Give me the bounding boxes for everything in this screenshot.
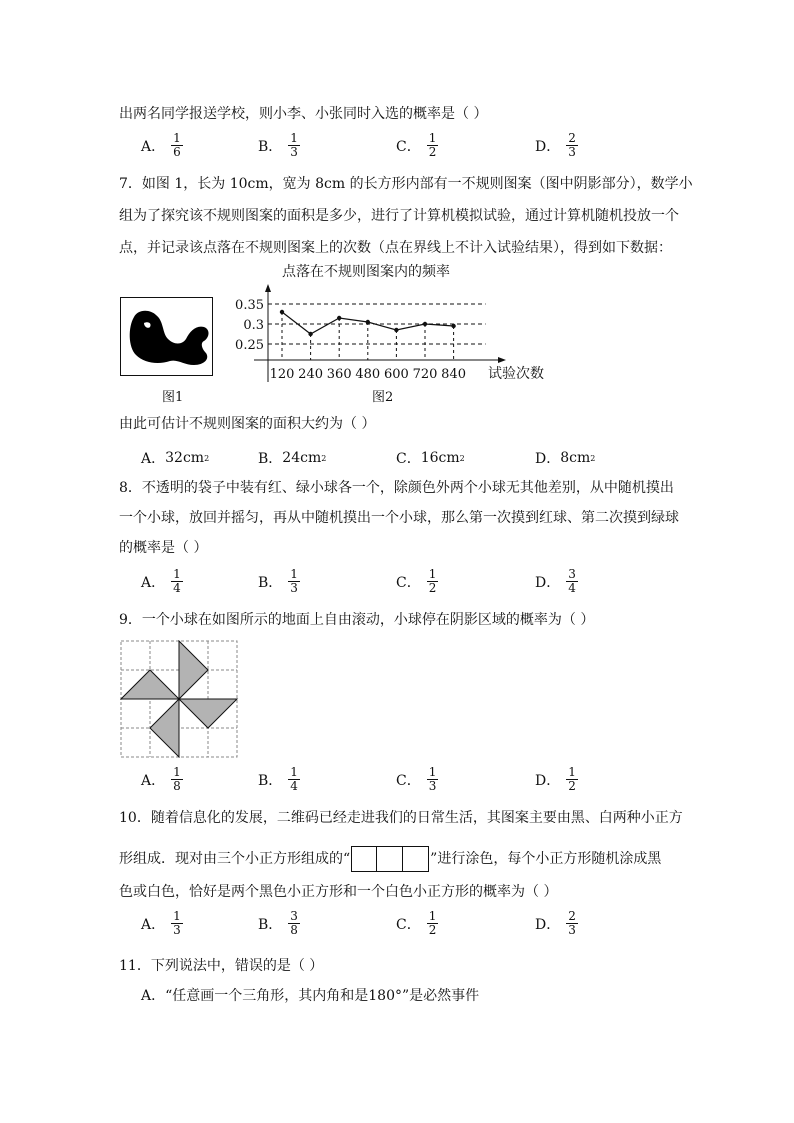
q10-option-a[interactable]: A． $\frac{1}{3}$ — [141, 909, 181, 937]
y-tick-label: 0.25 — [235, 338, 264, 353]
fraction: $\frac{1}{2}$ — [428, 131, 437, 159]
square — [351, 846, 377, 872]
fraction: $\frac{3}{8}$ — [290, 909, 298, 937]
q9-option-c[interactable]: C． $\frac{1}{3}$ — [396, 765, 437, 793]
fraction: $\frac{3}{4}$ — [568, 567, 576, 595]
q6-option-a[interactable]: A． $\frac{1}{6}$ — [141, 131, 181, 159]
y-tick-label: 0.35 — [235, 298, 264, 313]
shaded-triangles — [121, 641, 237, 757]
fraction: $\frac{1}{3}$ — [428, 765, 437, 793]
square — [377, 846, 403, 872]
q10-line-2: 形组成．现对由三个小正方形组成的“ ”进行涂色，每个小正方形随机涂成黑 — [119, 846, 661, 872]
q7-option-c[interactable]: C． 16cm 2 — [396, 450, 465, 467]
data-point — [423, 322, 427, 326]
figure-1-irregular-shape — [120, 297, 214, 377]
data-point — [308, 332, 312, 336]
fraction: $\frac{1}{4}$ — [290, 765, 298, 793]
fraction: $\frac{1}{2}$ — [428, 909, 437, 937]
q10-option-b[interactable]: B． $\frac{3}{8}$ — [258, 909, 298, 937]
y-axis-arrow — [265, 284, 271, 292]
square — [403, 846, 429, 872]
x-tick-label: 720 — [412, 367, 438, 382]
x-tick-label: 240 — [298, 367, 324, 382]
q7-option-d[interactable]: D． 8cm 2 — [535, 450, 596, 467]
data-point — [394, 328, 398, 332]
q10-option-d[interactable]: D． $\frac{2}{3}$ — [535, 909, 576, 937]
q8-line-1: 8．不透明的袋子中装有红、绿小球各一个，除颜色外两个小球无其他差别，从中随机摸出 — [119, 480, 674, 496]
q7-option-a[interactable]: A． 32cm 2 — [141, 450, 210, 467]
q6-option-c[interactable]: C． $\frac{1}{2}$ — [396, 131, 437, 159]
x-axis-arrow — [498, 357, 506, 363]
y-tick-label: 0.3 — [243, 318, 264, 333]
x-tick-label: 600 — [383, 367, 409, 382]
q8-option-a[interactable]: A． $\frac{1}{4}$ — [141, 567, 181, 595]
x-tick-label: 360 — [326, 367, 352, 382]
q11-line-1: 11．下列说法中，错误的是（ ） — [119, 958, 324, 974]
x-tick-label: 120 — [269, 367, 295, 382]
fraction: $\frac{1}{2}$ — [428, 567, 437, 595]
data-point — [366, 320, 370, 324]
fraction: $\frac{2}{3}$ — [568, 909, 576, 937]
q7-question: 由此可估计不规则图案的面积大约为（ ） — [119, 416, 376, 432]
three-square-strip — [351, 846, 429, 872]
q9-option-d[interactable]: D． $\frac{1}{2}$ — [535, 765, 576, 793]
q7-line-3: 点，并记录该点落在不规则图案上的次数（点在界线上不计入试验结果），得到如下数据： — [119, 240, 672, 256]
q9-line-1: 9．一个小球在如图所示的地面上自由滚动，小球停在阴影区域的概率为（ ） — [119, 612, 595, 628]
figure-2-frequency-chart — [230, 258, 560, 386]
data-point — [451, 324, 455, 328]
q7-option-b[interactable]: B． 24cm 2 — [258, 450, 327, 467]
x-tick-label: 840 — [441, 367, 467, 382]
x-tick-label: 480 — [355, 367, 381, 382]
figure-pinwheel-grid — [120, 640, 240, 758]
q8-option-b[interactable]: B． $\frac{1}{3}$ — [258, 567, 298, 595]
fraction: $\frac{1}{8}$ — [173, 765, 181, 793]
fraction: $\frac{1}{6}$ — [173, 131, 181, 159]
q11-option-a[interactable]: A．“任意画一个三角形，其内角和是180°”是必然事件 — [141, 988, 480, 1004]
q8-line-2: 一个小球，放回并摇匀，再从中随机摸出一个小球，那么第一次摸到红球、第二次摸到绿球 — [119, 510, 679, 526]
fraction: $\frac{1}{3}$ — [290, 567, 298, 595]
q10-line-3: 色或白色，恰好是两个黑色小正方形和一个白色小正方形的概率为（ ） — [119, 884, 558, 900]
figure-2-caption: 图2 — [372, 390, 394, 405]
q8-option-c[interactable]: C． $\frac{1}{2}$ — [396, 567, 437, 595]
fraction: $\frac{1}{4}$ — [173, 567, 181, 595]
chart-title: 点落在不规则图案内的频率 — [282, 264, 450, 280]
q9-option-a[interactable]: A． $\frac{1}{8}$ — [141, 765, 181, 793]
q8-option-d[interactable]: D． $\frac{3}{4}$ — [535, 567, 576, 595]
q7-line-2: 组为了探究该不规则图案的面积是多少，进行了计算机模拟试验，通过计算机随机投放一个 — [119, 208, 679, 224]
figure-1-caption: 图1 — [162, 390, 184, 405]
fraction: $\frac{1}{2}$ — [568, 765, 576, 793]
data-point — [280, 310, 284, 314]
fraction: $\frac{2}{3}$ — [568, 131, 576, 159]
q7-line-1: 7．如图 1，长为 10cm，宽为 8cm 的长方形内部有一不规则图案（图中阴影部分），数学小 — [119, 176, 693, 192]
x-axis-label: 试验次数 — [488, 366, 544, 382]
q9-option-b[interactable]: B． $\frac{1}{4}$ — [258, 765, 298, 793]
q6-stem-tail: 出两名同学报送学校，则小李、小张同时入选的概率是（ ） — [119, 106, 488, 122]
fraction: $\frac{1}{3}$ — [173, 909, 181, 937]
fraction: $\frac{1}{3}$ — [290, 131, 298, 159]
q10-option-c[interactable]: C． $\frac{1}{2}$ — [396, 909, 437, 937]
q10-line-1: 10．随着信息化的发展，二维码已经走进我们的日常生活，其图案主要由黑、白两种小正方 — [119, 810, 683, 826]
q6-option-d[interactable]: D． $\frac{2}{3}$ — [535, 131, 576, 159]
q6-option-b[interactable]: B． $\frac{1}{3}$ — [258, 131, 298, 159]
data-point — [337, 316, 341, 320]
q8-line-3: 的概率是（ ） — [119, 540, 208, 556]
